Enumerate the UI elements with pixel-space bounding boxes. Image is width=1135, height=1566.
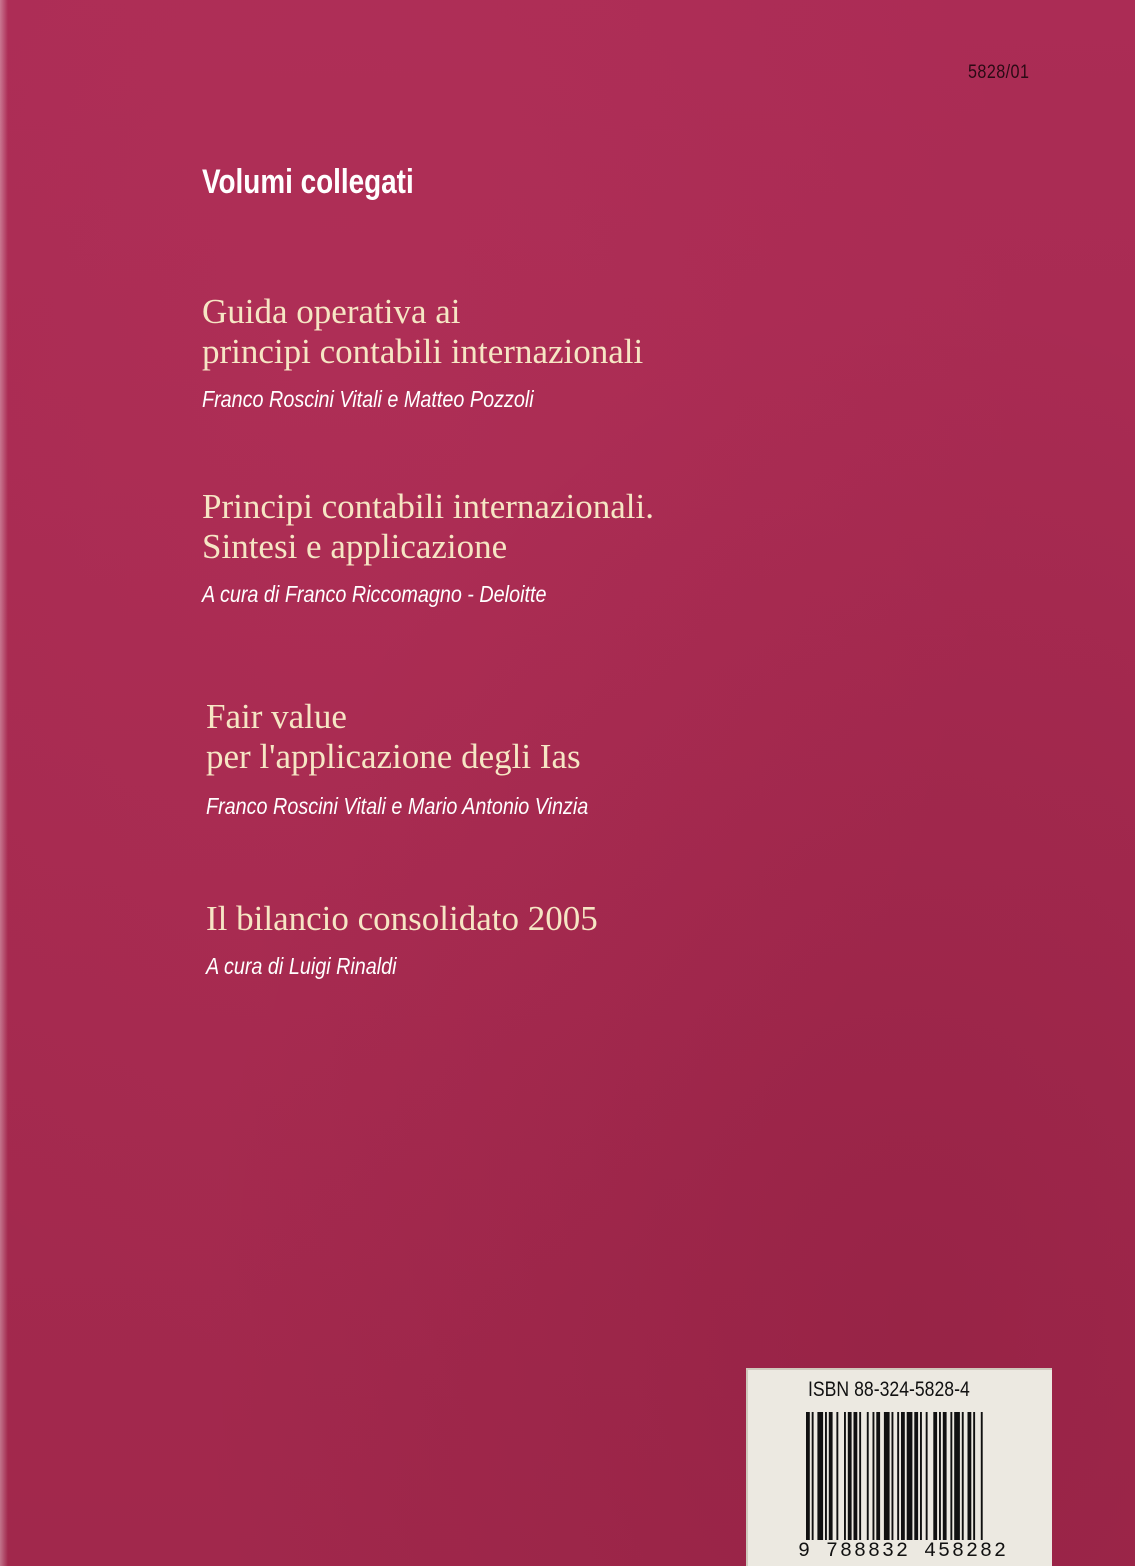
catalog-code: 5828/01	[968, 62, 1030, 83]
volume-author: A cura di Luigi Rinaldi	[206, 953, 397, 979]
volume-title	[206, 697, 966, 777]
volume-entry	[206, 899, 966, 980]
volume-title-line: Il bilancio consolidato 2005	[206, 899, 598, 938]
volume-title	[202, 292, 962, 372]
volume-entry	[202, 292, 962, 413]
isbn-label: ISBN 88-324-5828-4	[808, 1378, 970, 1401]
volume-author: Franco Roscini Vitali e Matteo Pozzoli	[202, 386, 534, 412]
related-volumes-heading: Volumi collegati	[202, 163, 414, 201]
volume-title-line: Principi contabili internazionali.	[202, 487, 654, 526]
volume-title-line: Sintesi e applicazione	[202, 527, 508, 566]
volume-title-line: Fair value	[206, 697, 347, 736]
volume-title-line: principi contabili internazionali	[202, 332, 644, 371]
barcode-digits: 9 788832 458282	[798, 1540, 1009, 1563]
volume-author: A cura di Franco Riccomagno - Deloitte	[202, 581, 547, 607]
volume-author: Franco Roscini Vitali e Mario Antonio Vinzia	[206, 793, 589, 819]
volume-entry	[202, 487, 962, 608]
volume-entry	[206, 697, 966, 820]
isbn-barcode-panel	[746, 1368, 1052, 1566]
volume-title-line: per l'applicazione degli Ias	[206, 737, 581, 776]
barcode-icon	[806, 1412, 1040, 1540]
volume-title	[202, 487, 962, 567]
volume-title	[206, 899, 966, 939]
volume-title-line: Guida operativa ai	[202, 292, 461, 331]
cover-edge-wear	[0, 0, 8, 1566]
